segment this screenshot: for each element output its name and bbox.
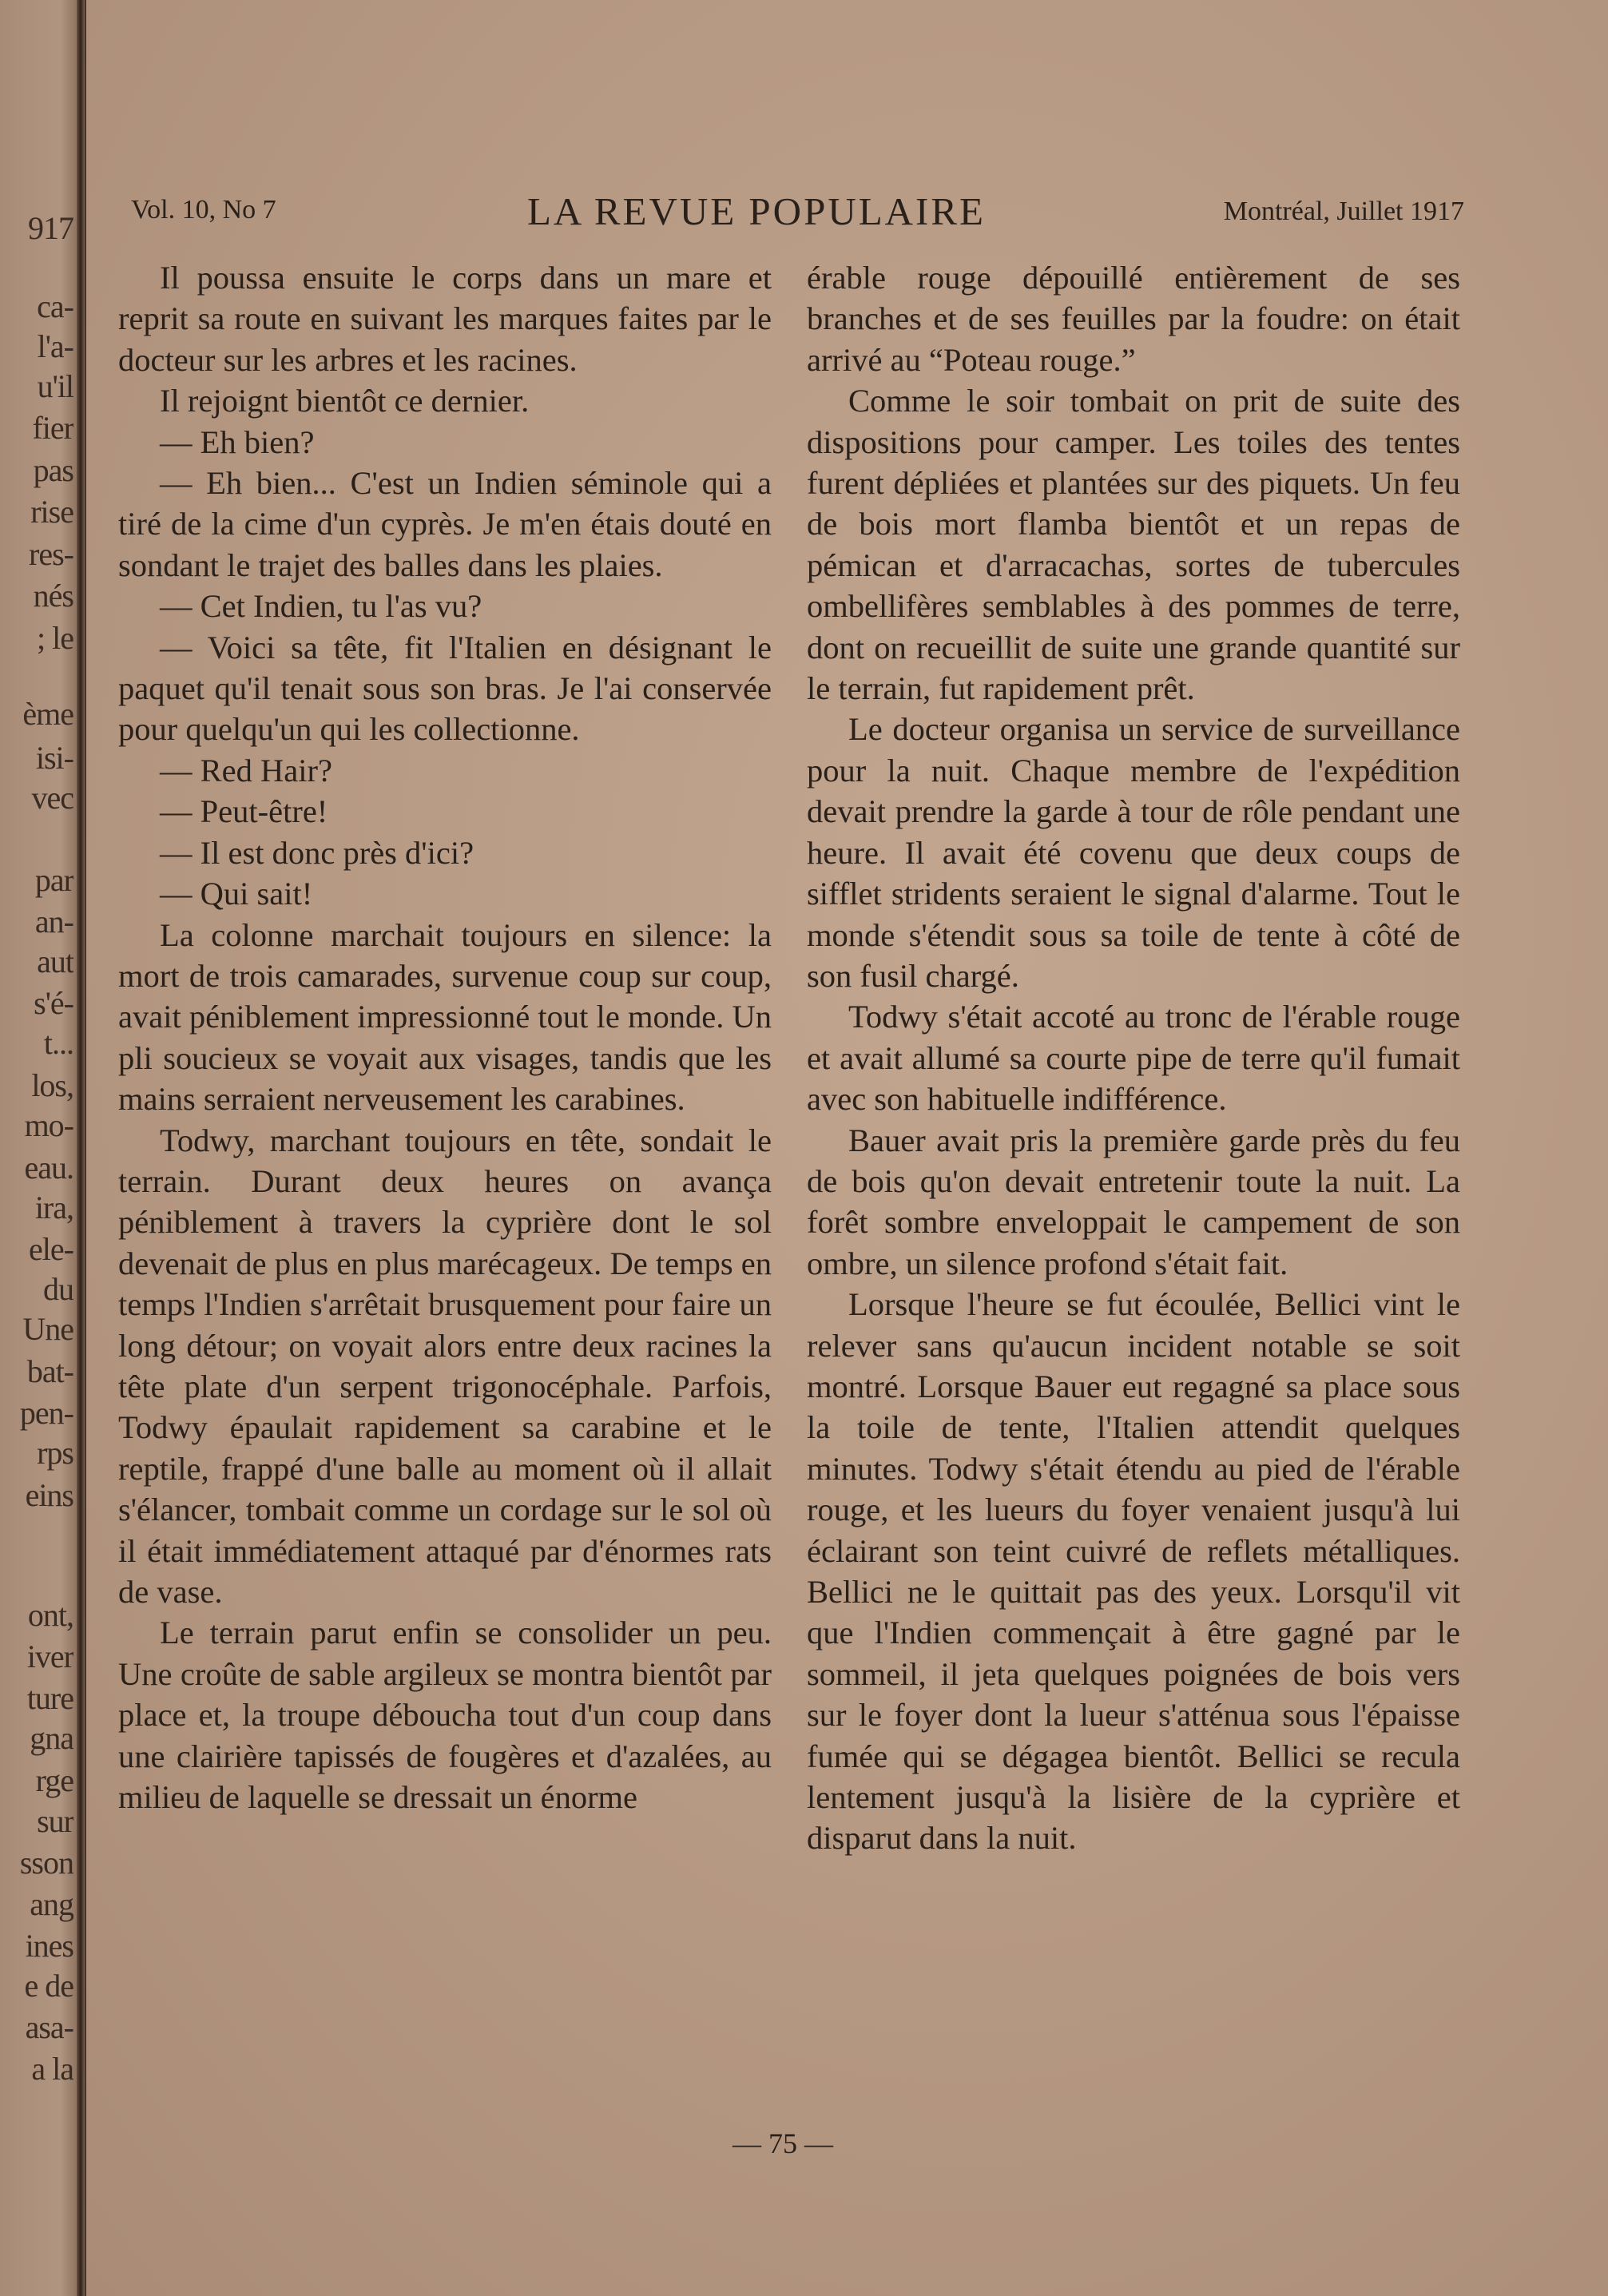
fragment-text: pas [33,452,73,488]
paragraph: Il rejoignt bientôt ce dernier. [160,383,530,419]
binding-edge [77,0,85,2296]
fragment-text: ines [25,1928,73,1964]
paragraph: — Red Hair? [160,752,332,789]
fragment-text: sson [19,1845,73,1881]
paragraph: Todwy, marchant toujours en tête, sondait le terrain. Durant deux heures on avança péniblement à travers la cyprière dont le sol devenait de plus en plus marécageux. De temps en temps l'Indien s'arrêtait brusquement pour faire un long détour; on voyait alors entre deux racines la tête plate d'un serpent trigonocéphale. Parfois, Todwy épaulait rapidement sa carabine et le reptile, frappé d'une balle au moment où il allait s'élancer, tombait comme un cordage sur le sol où il était immédiatement attaqué par d'énormes rats de vase. [118,1122,772,1610]
paragraph: — Eh bien... C'est un Indien séminole qui a tiré de la cime d'un cyprès. Je m'en étais douté en sondant le trajet des balles dans les plaies. [118,465,772,583]
fragment-text: e de [24,1968,73,2004]
paragraph: Il poussa ensuite le corps dans un mare et reprit sa route en suivant les marques faites par le docteur sur les arbres et les racines. [118,260,772,378]
fragment-text: 917 [28,210,73,246]
fragment-text: asa- [25,2009,73,2045]
volume-number: Vol. 10, No 7 [131,195,276,224]
fragment-text: eau. [24,1150,73,1186]
paragraph: Le docteur organisa un service de surveillance pour la nuit. Chaque membre de l'expédition devait prendre la garde à tour de rôle pendant une heure. Il avait été covenu que deux coups de sifflet stridents seraient le signal d'alarme. Tout le monde s'étendit sous sa toile de tente à côté de son fusil chargé. [807,711,1460,994]
paragraph: Todwy s'était accoté au tronc de l'érable rouge et avait allumé sa courte pipe de terre qu'il fumait avec son habituelle indifférence. [807,999,1460,1118]
issue-date: Montréal, Juillet 1917 [1223,197,1464,226]
fragment-text: iver [26,1639,73,1674]
fragment-text: gna [30,1720,73,1756]
fragment-text: ele- [29,1231,73,1267]
fragment-text: rge [35,1762,73,1798]
paragraph: — Eh bien? [160,423,315,460]
fragment-text: fier [32,410,73,446]
fragment-text: s'é- [34,985,73,1021]
paragraph: Le terrain parut enfin se consolider un peu. Une croûte de sable argileux se montra bientôt par place et, la troupe déboucha tout d'un coup dans une clairière tapissés de fougères et d'azalées, au milieu de laquelle se dressait un énorme [118,1615,772,1816]
page-header [128,189,1464,236]
fragment-text: eins [25,1477,73,1513]
fragment-text: ture [26,1680,73,1716]
left-column [118,257,772,1817]
fragment-text: a la [31,2051,73,2087]
fragment-text: sur [37,1803,73,1839]
paragraph: Comme le soir tombait on prit de suite des dispositions pour camper. Les toiles des tentes furent dépliées et plantées sur des piquets. Un feu de bois mort flamba bientôt et un repas de pémican et d'arracachas, sortes de tubercules ombellifères semblables à des pommes de terre, dont on recueillit de suite une grande quantité sur le terrain, fut rapidement prêt. [807,383,1460,707]
fragment-text: ont, [27,1597,73,1633]
fragment-text: Une [22,1311,73,1347]
fragment-text: ca- [37,288,73,324]
paragraph: érable rouge dépouillé entièrement de ses branches et de ses feuilles par la foudre: on était arrivé au “Poteau rouge.” [807,260,1460,378]
paragraph: La colonne marchait toujours en silence: la mort de trois camarades, survenue coup sur coup, avait péniblement impressionné tout le monde. Un pli soucieux se voyait aux visages, tandis que les mains serraient nerveusement les carabines. [118,916,772,1118]
adjacent-page-fragments [0,0,73,2296]
paragraph: Bauer avait pris la première garde près du feu de bois qu'on devait entretenir toute la nuit. La forêt sombre enveloppait le campement de son ombre, un silence profond s'était fait. [807,1122,1460,1281]
fragment-text: du [43,1271,73,1307]
paragraph: — Cet Indien, tu l'as vu? [160,588,482,625]
fragment-text: ira, [34,1190,73,1225]
paragraph: — Peut-être! [160,793,328,830]
paragraph: Lorsque l'heure se fut écoulée, Bellici vint le relever sans qu'aucun incident notable se soit montré. Lorsque Bauer eut regagné sa place sous la toile de tente, l'Italien attendit quelques minutes. Todwy s'était étendu au pied de l'érable rouge, et les lueurs du foyer venaient jusqu'à lui éclairant son teint cuivré de reflets métalliques. Bellici ne le quittait pas des yeux. Lorsqu'il vit que l'Indien commençait à être gagné par le sommeil, il jeta quelques poignées de bois vers sur le foyer dont la lueur s'atténua sous l'épaisse fumée qui se dégagea bientôt. Bellici se recula lentement jusqu'à la lisière de la cyprière et disparut dans la nuit. [807,1286,1460,1857]
fragment-text: nés [33,578,73,614]
publication-title: LA REVUE POPULAIRE [527,189,986,233]
fragment-text: los, [31,1067,73,1103]
fragment-text: isi- [35,740,73,776]
fragment-text: ang [30,1886,73,1922]
fragment-text: bat- [26,1353,73,1389]
fragment-text: pen- [19,1395,73,1431]
fragment-text: par [34,862,73,898]
fragment-text: mo- [24,1107,73,1143]
fragment-text: u'il [37,368,73,404]
fragment-text: vec [31,780,73,816]
paragraph: — Il est donc près d'ici? [160,834,474,871]
fragment-text: an- [34,904,73,939]
paragraph: — Qui sait! [160,876,313,912]
fragment-text: ; le [37,620,73,656]
right-column [807,257,1460,1859]
fragment-text: rps [37,1435,73,1471]
fragment-text: rise [30,494,73,530]
fragment-text: ème [22,696,73,732]
fragment-text: res- [29,536,73,572]
fragment-text: aut [37,943,73,979]
page-number: — 75 — [733,2127,833,2159]
fragment-text: t... [43,1025,73,1061]
fragment-text: l'a- [37,328,73,364]
paragraph: — Voici sa tête, fit l'Italien en désignant le paquet qu'il tenait sous son bras. Je l'ai conservée pour quelqu'un qui les collectionne. [118,629,772,748]
